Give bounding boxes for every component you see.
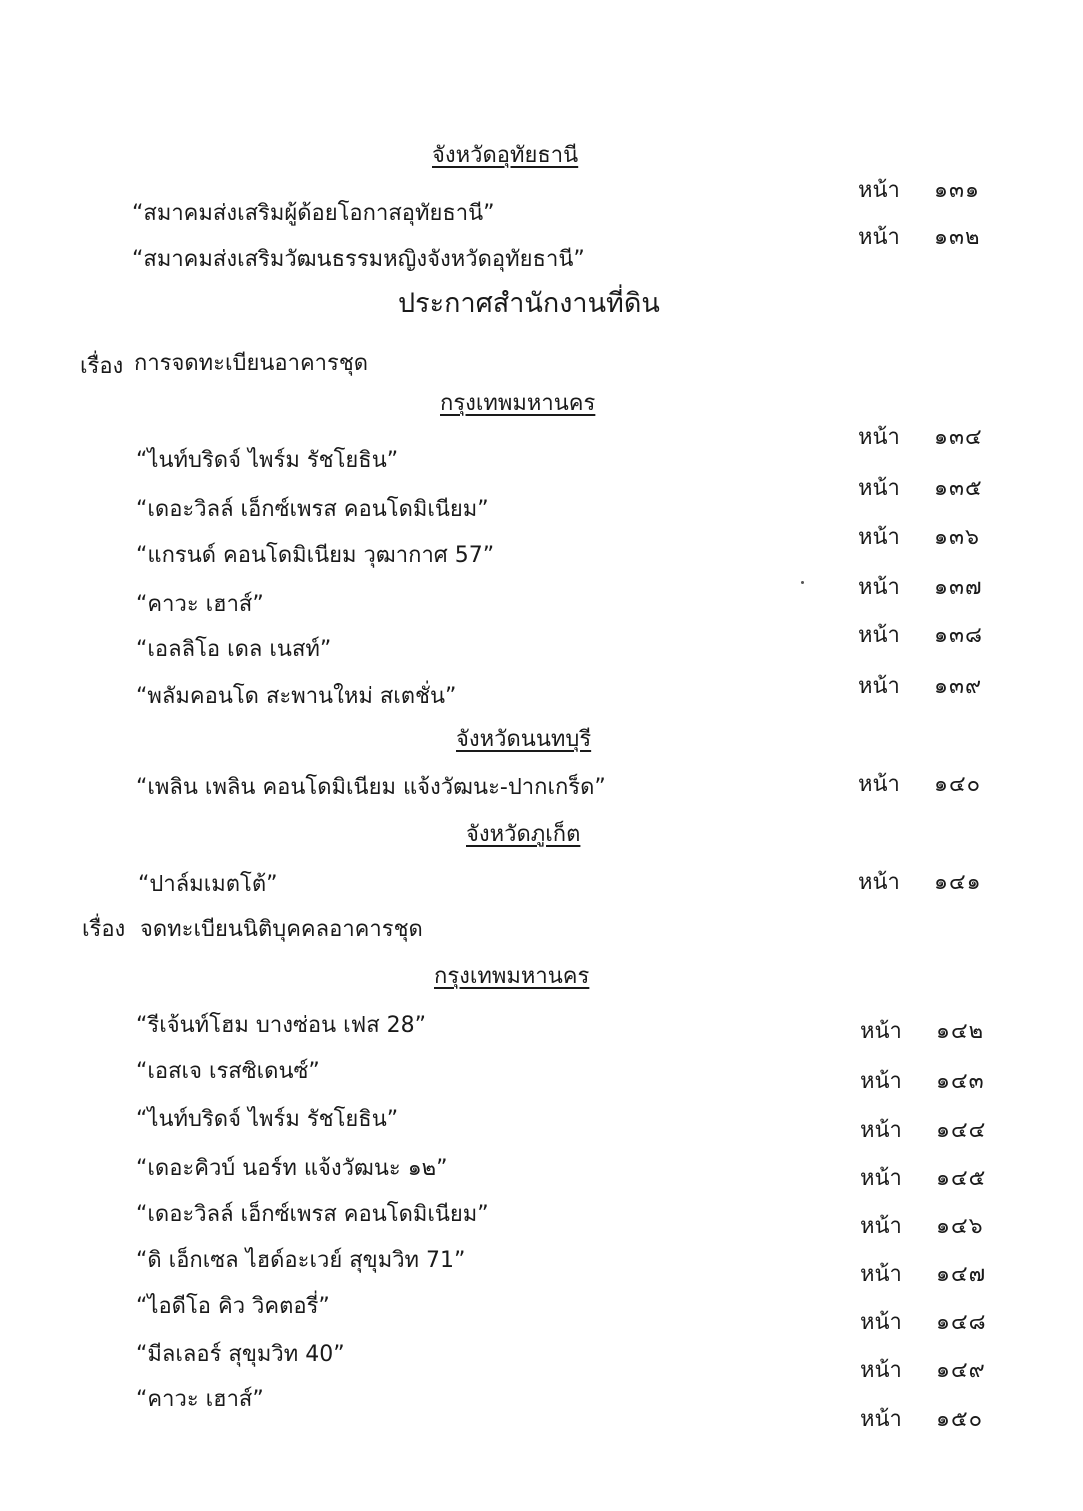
entry-name: “สมาคมส่งเสริมผู้ด้อยโอกาสอุทัยธานี” xyxy=(132,201,495,226)
page-label: หน้า xyxy=(860,1358,902,1383)
subject-title: จดทะเบียนนิติบุคคลอาคารชุด xyxy=(140,917,423,942)
entry-name: “เอสเจ เรสซิเดนซ์” xyxy=(136,1059,320,1084)
page-label: หน้า xyxy=(860,1262,902,1287)
subject-label: เรื่อง xyxy=(82,917,126,942)
page-number: ๑๕๐ xyxy=(936,1407,984,1432)
entry-name: “คาวะ เฮาส์” xyxy=(136,592,264,617)
page-number: ๑๔๓ xyxy=(936,1069,985,1094)
page-label: หน้า xyxy=(858,225,900,250)
entry-name: “เพลิน เพลิน คอนโดมิเนียม แจ้งวัฒนะ-ปากเกร็ด” xyxy=(136,775,606,800)
page-number: ๑๓๑ xyxy=(934,178,980,203)
entry-name: “สมาคมส่งเสริมวัฒนธรรมหญิงจังหวัดอุทัยธานี” xyxy=(132,247,585,272)
page-number: ๑๓๘ xyxy=(934,623,983,648)
page-number: ๑๔๕ xyxy=(936,1166,987,1191)
page-number: ๑๔๗ xyxy=(936,1262,987,1287)
entry-name: “เดอะวิลล์ เอ็กซ์เพรส คอนโดมิเนียม” xyxy=(136,497,489,522)
page-label: หน้า xyxy=(860,1407,902,1432)
page-label: หน้า xyxy=(860,1118,902,1143)
page-number: ๑๓๗ xyxy=(934,575,983,600)
page-number: ๑๓๒ xyxy=(934,225,981,250)
announcement-title: ประกาศสำนักงานที่ดิน xyxy=(398,288,660,319)
page-number: ๑๔๙ xyxy=(936,1358,986,1383)
entry-name: “ไนท์บริดจ์ ไพร์ม รัชโยธิน” xyxy=(136,448,399,473)
section-heading: จังหวัดอุทัยธานี xyxy=(432,143,579,168)
entry-name: “ดิ เอ็กเซล ไฮด์อะเวย์ สุขุมวิท 71” xyxy=(136,1248,466,1273)
group-heading: กรุงเทพมหานคร xyxy=(434,964,590,989)
page-number: ๑๔๔ xyxy=(936,1118,987,1143)
entry-name: “คาวะ เฮาส์” xyxy=(136,1387,264,1412)
page-number: ๑๓๔ xyxy=(934,425,983,450)
page-label: หน้า xyxy=(858,674,900,699)
page-number: ๑๔๖ xyxy=(936,1214,984,1239)
group-heading: กรุงเทพมหานคร xyxy=(440,391,596,416)
page-number: ๑๓๕ xyxy=(934,476,983,501)
page-number: ๑๓๖ xyxy=(934,525,980,550)
page-label: หน้า xyxy=(858,870,900,895)
group-heading: จังหวัดภูเก็ต xyxy=(466,822,581,847)
entry-name: “ไอดีโอ คิว วิคตอรี่” xyxy=(136,1294,330,1319)
page-number: ๑๓๙ xyxy=(934,674,983,699)
subject-label: เรื่อง xyxy=(80,354,124,379)
page-number: ๑๔๐ xyxy=(934,772,982,797)
page-label: หน้า xyxy=(858,178,900,203)
page-number: ๑๔๒ xyxy=(936,1019,985,1044)
entry-name: “พลัมคอนโด สะพานใหม่ สเตชั่น” xyxy=(136,684,457,709)
entry-name: “มีลเลอร์ สุขุมวิท 40” xyxy=(136,1342,345,1367)
page-label: หน้า xyxy=(858,525,900,550)
entry-name: “แกรนด์ คอนโดมิเนียม วุฒากาศ 57” xyxy=(136,543,495,568)
page-number: ๑๔๑ xyxy=(934,870,982,895)
subject-title: การจดทะเบียนอาคารชุด xyxy=(134,351,369,376)
page-label: หน้า xyxy=(858,476,900,501)
page-number: ๑๔๘ xyxy=(936,1310,987,1335)
page-label: หน้า xyxy=(860,1069,902,1094)
group-heading: จังหวัดนนทบุรี xyxy=(456,727,592,752)
page-label: หน้า xyxy=(860,1310,902,1335)
entry-name: “เดอะวิลล์ เอ็กซ์เพรส คอนโดมิเนียม” xyxy=(136,1202,489,1227)
entry-name: “รีเจ้นท์โฮม บางซ่อน เฟส 28” xyxy=(136,1013,427,1038)
scan-speck xyxy=(801,581,804,584)
page-label: หน้า xyxy=(858,575,900,600)
page-label: หน้า xyxy=(860,1019,902,1044)
entry-name: “ปาล์มเมตโต้” xyxy=(138,872,278,897)
entry-name: “เอลลิโอ เดล เนสท์” xyxy=(136,637,332,662)
page-label: หน้า xyxy=(858,623,900,648)
entry-name: “เดอะคิวบ์ นอร์ท แจ้งวัฒนะ ๑๒” xyxy=(136,1156,448,1181)
page-label: หน้า xyxy=(860,1166,902,1191)
entry-name: “ไนท์บริดจ์ ไพร์ม รัชโยธิน” xyxy=(136,1107,399,1132)
page-label: หน้า xyxy=(860,1214,902,1239)
page-label: หน้า xyxy=(858,772,900,797)
page-label: หน้า xyxy=(858,425,900,450)
